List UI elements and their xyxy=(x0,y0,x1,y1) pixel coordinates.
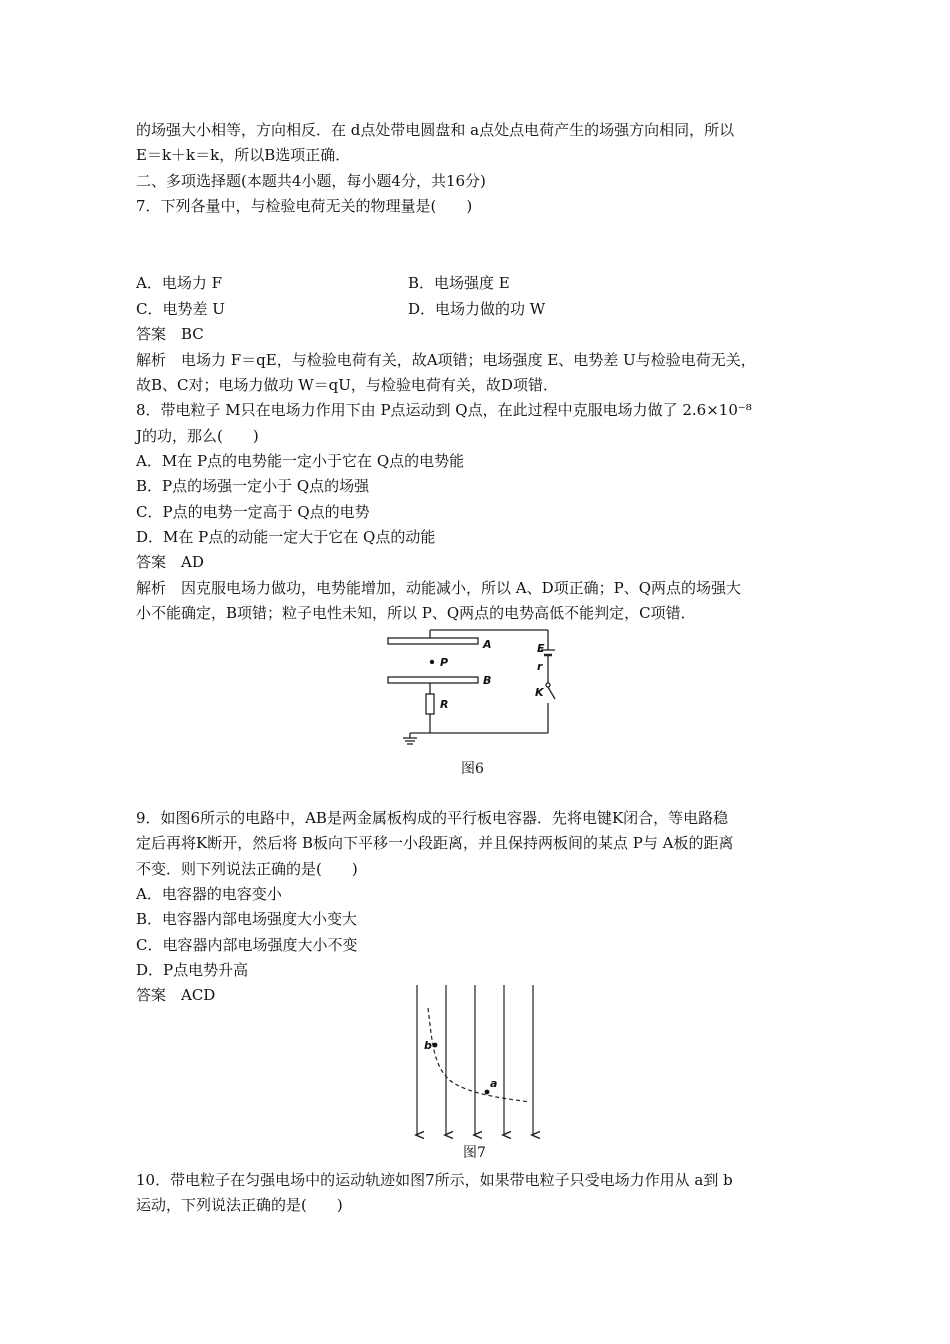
point-b xyxy=(433,1043,438,1048)
q8-option-d: D．M在 P点的动能一定大于它在 Q点的动能 xyxy=(136,528,436,546)
label-b: B xyxy=(483,674,492,687)
question-9: 不变．则下列说法正确的是( ) xyxy=(136,860,358,878)
trajectory xyxy=(428,1008,530,1102)
label-r: R xyxy=(440,698,449,711)
q8-option-c: C．P点的电势一定高于 Q点的电势 xyxy=(136,503,370,521)
q9-option-c: C．电容器内部电场强度大小不变 xyxy=(136,936,358,954)
q8-answer: 答案 AD xyxy=(136,553,204,571)
question-8: J的功，那么( ) xyxy=(136,427,259,445)
q8-explanation: 小不能确定，B项错；粒子电性未知，所以 P、Q两点的电势高低不能判定，C项错． xyxy=(136,604,696,622)
label-p: P xyxy=(440,656,449,669)
section-heading: 二、多项选择题(本题共4小题，每小题4分，共16分) xyxy=(136,172,486,190)
label-b: b xyxy=(424,1039,432,1052)
q7-option-d: D．电场力做的功 W xyxy=(408,300,546,318)
q7-option-c: C．电势差 U xyxy=(136,300,225,318)
label-a: A xyxy=(483,638,492,651)
figure-6-caption: 图6 xyxy=(461,761,484,777)
question-9: 定后再将K断开，然后将 B板向下平移一小段距离，并且保持两板间的某点 P与 A板的距离 xyxy=(136,834,734,852)
question-7: 7．下列各量中，与检验电荷无关的物理量是( ) xyxy=(136,197,473,215)
question-10: 10．带电粒子在匀强电场中的运动轨迹如图7所示，如果带电粒子只受电场力作用从 a到 b xyxy=(136,1171,733,1189)
q7-option-b: B．电场强度 E xyxy=(408,274,510,292)
point-a xyxy=(485,1090,490,1095)
text-line: E＝k＋k＝k，所以B选项正确． xyxy=(136,146,351,164)
q9-answer: 答案 ACD xyxy=(136,986,216,1004)
q7-option-a: A．电场力 F xyxy=(136,274,223,292)
q7-answer: 答案 BC xyxy=(136,325,204,343)
q9-option-a: A．电容器的电容变小 xyxy=(136,885,282,903)
q9-option-d: D．P点电势升高 xyxy=(136,961,249,979)
question-10: 运动，下列说法正确的是( ) xyxy=(136,1196,343,1214)
q8-option-b: B．P点的场强一定小于 Q点的场强 xyxy=(136,477,370,495)
q7-explanation: 故B、C对；电场力做功 W＝qU，与检验电荷有关，故D项错． xyxy=(136,376,558,394)
label-r-internal: r xyxy=(537,660,543,673)
q8-option-a: A．M在 P点的电势能一定小于它在 Q点的电势能 xyxy=(136,452,465,470)
q7-explanation: 解析 电场力 F＝qE，与检验电荷有关，故A项错；电场强度 E、电势差 U与检验电荷无关， xyxy=(136,351,756,369)
label-k: K xyxy=(535,686,544,699)
q9-option-b: B．电容器内部电场强度大小变大 xyxy=(136,910,358,928)
figure-7-caption: 图7 xyxy=(463,1145,486,1161)
text-line: 的场强大小相等，方向相反．在 d点处带电圆盘和 a点处点电荷产生的场强方向相同，所以 xyxy=(136,121,735,139)
label-a: a xyxy=(490,1077,498,1090)
question-9: 9．如图6所示的电路中，AB是两金属板构成的平行板电容器．先将电键K闭合，等电路稳 xyxy=(136,809,729,827)
q8-explanation: 解析 因克服电场力做功，电势能增加，动能减小，所以 A、D项正确；P、Q两点的场强大 xyxy=(136,579,742,597)
label-e: E xyxy=(537,642,545,655)
question-8: 8．带电粒子 M只在电场力作用下由 P点运动到 Q点，在此过程中克服电场力做了 2.6×10⁻⁸ xyxy=(136,401,752,419)
